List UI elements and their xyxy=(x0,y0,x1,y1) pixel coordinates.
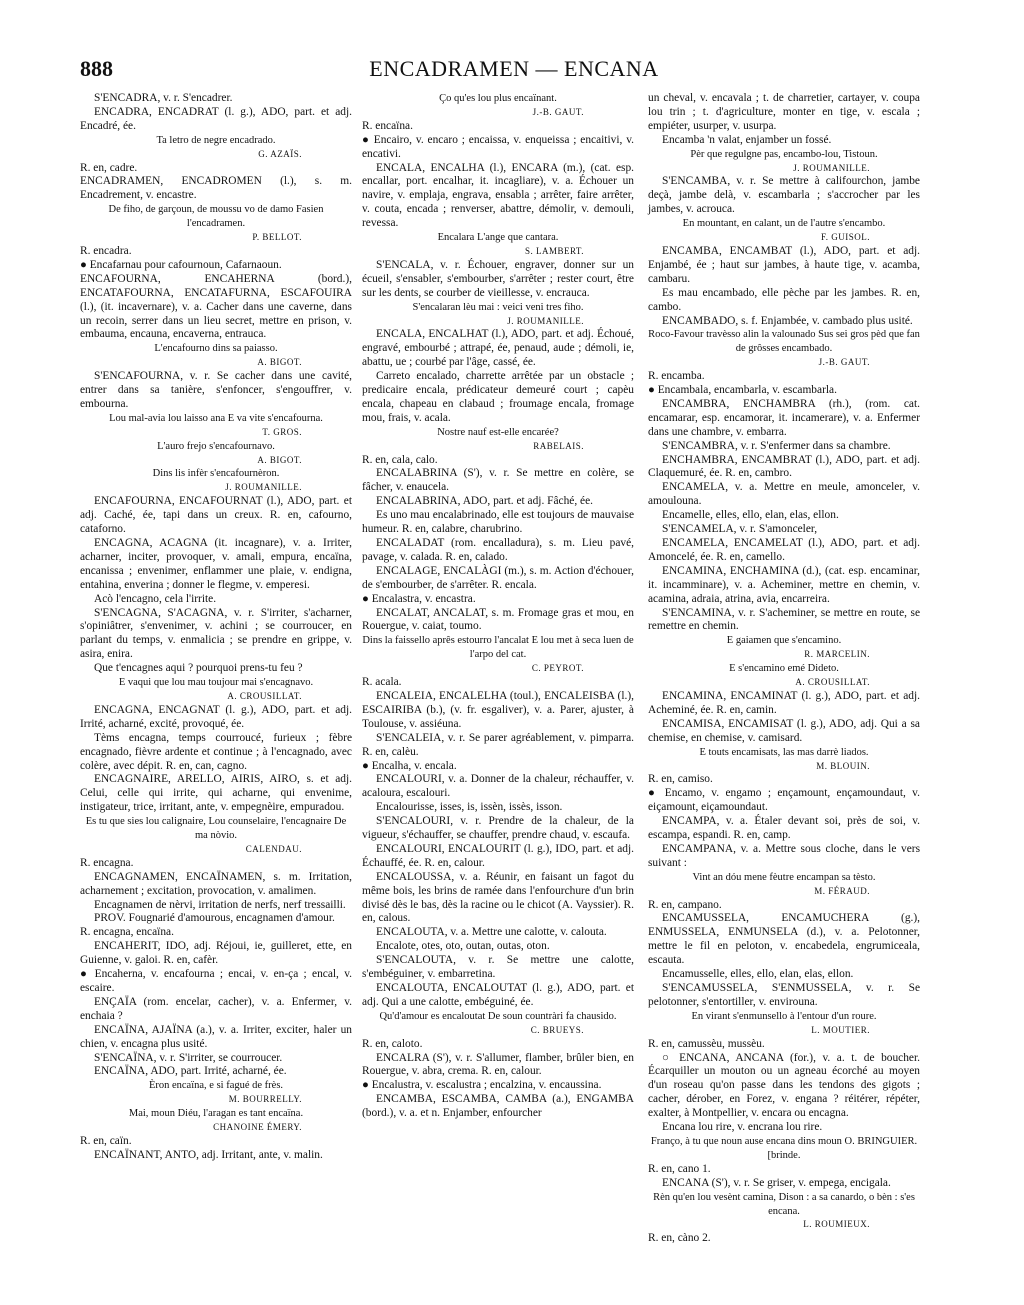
dictionary-entry: Encamelle, elles, ello, elan, elas, ellon. xyxy=(662,509,839,522)
dictionary-entry: ENCALAT, ANCALAT, s. m. Fromage gras et mou, en Rouergue, v. caiat, toumo. xyxy=(362,606,634,633)
dictionary-entry: Carreto encalado, charrette arrêtée par un obstacle ; predicaire encala, prédicateur demeuré court ; capèu encala, chapeau en clabaud ; froumage encala, fromage mou, frais, v. acala. xyxy=(362,370,634,424)
dictionary-entry: ENCAÏNA, AJAÏNA (a.), v. a. Irriter, exciter, haler un chien, v. encagna plus usité. xyxy=(80,1023,352,1050)
quote-author: F. GUISOL. xyxy=(820,232,870,243)
dictionary-entry: S'ENCALOUTA, v. r. Se mettre une calotte, s'embéguiner, v. embarretina. xyxy=(362,954,634,981)
dictionary-entry: ● Encaherna, v. encafourna ; encai, v. en-ça ; encal, v. escaire. xyxy=(80,968,352,994)
dictionary-entry: R. en, camussèu, mussèu. xyxy=(648,1037,765,1050)
quote-author: J.-B. GAUT. xyxy=(532,106,584,117)
quotation: Lou mal-avia lou laisso ana E va vite s'encafourna. xyxy=(109,412,323,424)
dictionary-entry: ENCAGNAIRE, ARELLO, AIRIS, AIRO, s. et adj. Celui, celle qui irrite, qui acharne, qui envenime, instigateur, trice, irritant, ante, v. empegnèire, empuradou. xyxy=(80,773,352,814)
dictionary-entry: ENCALOUTA, v. a. Mettre une calotte, v. calouta. xyxy=(376,926,607,939)
page-header xyxy=(80,56,948,86)
dictionary-entry: ENCAHERIT, IDO, adj. Réjoui, ie, guilleret, ette, en Guienne, v. galoi. R. en, cafèr. xyxy=(80,940,352,967)
dictionary-entry: ENCAFOURNA, ENCAHERNA (bord.), ENCATAFOURNA, ENCATAFURNA, ESCAFOUIRA (l.), (it. incavernare), v. a. Cacher dans une caverne, dans un recoin, serrer dans un lieu secret, mettre en prison, v. embauma, encauna, encaverna, entrauca. xyxy=(80,272,352,341)
quotation: Vint an dóu mene fèutre encampan sa tèsto. xyxy=(692,871,876,883)
dictionary-entry: Que t'encagnes aqui ? pourquoi prens-tu feu ? xyxy=(94,662,303,675)
dictionary-entry: ENCAMELA, v. a. Mettre en meule, amonceler, v. amoulouna. xyxy=(648,481,920,508)
dictionary-entry: S'ENCAMINA, v. r. S'acheminer, se mettre en route, se remettre en chemin. xyxy=(648,606,920,633)
dictionary-entry: ENCAFOURNA, ENCAFOURNAT (l.), ADO, part. et adj. Caché, ée, tapi dans un creux. R. en, cafourno, cataforno. xyxy=(80,495,352,536)
quote-author: G. AZAÏS. xyxy=(258,148,302,159)
dictionary-entry: R. acala. xyxy=(362,676,402,689)
dictionary-entry: ENCALA, ENCALHAT (l.), ADO, part. et adj. Échoué, engravé, embourbé ; attrapé, ée, penaud, aude ; démoli, ie, abattu, ue ; courbé par l'âge, cassé, ée. xyxy=(362,328,634,369)
dictionary-entry: ENCANA (S'), v. r. Se griser, v. empega, encigala. xyxy=(662,1176,891,1189)
dictionary-entry: ENCALOUTA, ENCALOUTAT (l. g.), ADO, part. et adj. Qui a une calotte, embéguiné, ée. xyxy=(362,982,634,1008)
dictionary-entry: ● Encamo, v. engamo ; ençamount, ençamoundaut, v. eiçamount, eiçamoundaut. xyxy=(648,787,920,814)
quote-author: C. BRUEYS. xyxy=(530,1024,584,1035)
column-left xyxy=(80,92,352,1163)
quote-author: R. MARCELIN. xyxy=(804,649,870,660)
dictionary-entry: ENCALABRINA, ADO, part. et adj. Fâché, ée. xyxy=(376,495,594,508)
dictionary-entry: ● Encambala, encambarla, v. escambarla. xyxy=(648,384,837,397)
dictionary-entry: R. en, caïn. xyxy=(80,1134,132,1147)
quote-author: M. FÉRAUD. xyxy=(814,885,870,896)
quotation: E gaiamen que s'encamino. xyxy=(726,635,842,647)
dictionary-entry: Es mau encambado, elle pèche par les jambes. R. en, cambo. xyxy=(648,286,920,313)
quote-author: RABELAIS. xyxy=(533,440,584,451)
dictionary-entry: ENCAGNA, ENCAGNAT (l. g.), ADO, part. et adj. Irrité, acharné, excité, provoqué, ée. xyxy=(80,703,352,730)
dictionary-entry: Encalourisse, isses, is, issèn, issès, isson. xyxy=(376,801,563,814)
dictionary-entry: un cheval, v. encavala ; t. de charretier, cartayer, v. coupa lou trin ; t. d'agriculture, monter en tige, v. escala ; empiéter, usurper, v. usurpa. xyxy=(648,92,920,132)
dictionary-entry: ENCAGNAMEN, ENCAÏNAMEN, s. m. Irritation, acharnement ; excitation, provocation, v. amalimen. xyxy=(80,870,352,897)
quotation: E vaqui que lou mau toujour mai s'encagnavo. xyxy=(118,677,314,689)
column-middle xyxy=(362,92,634,1121)
quotation: Nostre nauf est-elle encarée? xyxy=(437,426,559,438)
quote-author: A. CROUSILLAT. xyxy=(795,677,870,688)
dictionary-entry: ENCADRA, ENCADRAT (l. g.), ADO, part. et adj. Encadré, ée. xyxy=(80,105,352,132)
dictionary-entry: S'ENCAFOURNA, v. r. Se cacher dans une cavité, entrer dans sa tanière, s'enfoncer, s'engouffrer, v. embourna. xyxy=(80,370,352,410)
dictionary-entry: ○ ENCANA, ANCANA (for.), v. a. t. de boucher. Écarquiller un mouton ou un agneau écorché au moyen d'un roseau qu'on passe dans les tendons des gigots ; cacher, dérober, en Forez, v. engana ? réitérer, répéter, exalter, à Montpellier, v. encara ou encagna. xyxy=(648,1051,920,1120)
dictionary-entry: ENCALABRINA (S'), v. r. Se mettre en colère, se fâcher, v. enaucela. xyxy=(362,467,634,494)
dictionary-entry: S'ENCALA, v. r. Échouer, engraver, donner sur un écueil, s'ensabler, s'embourber, s'arrêter ; rester court, être sur les dents, se courber de vieillesse, v. encrauca. xyxy=(362,258,634,299)
dictionary-entry: ENCAMINA, ENCHAMINA (d.), (cat. esp. encaminar, it. incamminare), v. a. Acheminer, mettre en chemin, v. acamina, adraia, atrina, avia, encarreira. xyxy=(648,564,920,605)
dictionary-entry: Encana lou rire, v. encrana lou rire. xyxy=(662,1121,823,1134)
dictionary-entry: Es uno mau encalabrinado, elle est toujours de mauvaise humeur. R. en, calabre, charubrino. xyxy=(362,509,634,536)
quote-author: A. CROUSILLAT. xyxy=(227,690,302,701)
dictionary-entry: R. encaïna. xyxy=(362,119,413,132)
quote-author: A. BIGOT. xyxy=(257,454,302,465)
quote-author: T. GROS. xyxy=(262,426,302,437)
dictionary-entry: R. en, caloto. xyxy=(362,1037,423,1050)
dictionary-entry: S'ENCAMBRA, v. r. S'enfermer dans sa chambre. xyxy=(662,439,891,452)
dictionary-entry: S'ENCAÏNA, v. r. S'irriter, se courroucer. xyxy=(94,1051,283,1064)
quotation: Encalara L'ange que cantara. xyxy=(437,232,559,244)
dictionary-entry: ENCAÏNA, ADO, part. Irrité, acharné, ée. xyxy=(94,1065,287,1078)
quote-author: J. ROUMANILLE. xyxy=(793,162,870,173)
quotation: Èron encaïna, e si fagué de frès. xyxy=(148,1080,284,1092)
dictionary-entry: S'ENCAMELA, v. r. S'amonceler, xyxy=(662,523,818,536)
dictionary-entry: ENCALA, ENCALHA (l.), ENCARA (m.), (cat. esp. encallar, port. encalhar, it. incagliare), v. a. Échouer un navire, v. emplaja, engrava, ensabla ; arrêter, faire arrêter, v. couta, encada ; renverser, abattre, démolir, v. demouli, revessa. xyxy=(362,161,634,230)
dictionary-entry: S'ENCALOURI, v. r. Prendre de la chaleur, de la vigueur, s'échauffer, se chauffer, prendre chaud, v. escaufa. xyxy=(362,815,634,842)
dictionary-entry: S'ENCALEIA, v. r. Se parer agréablement, v. pimparra. R. en, calèu. xyxy=(362,731,634,758)
dictionary-entry: Encamba 'n valat, enjamber un fossé. xyxy=(662,133,832,146)
dictionary-entry: R. en, camiso. xyxy=(648,773,713,786)
dictionary-entry: ENCAMINA, ENCAMINAT (l. g.), ADO, part. et adj. Acheminé, ée. R. en, camin. xyxy=(648,689,920,716)
dictionary-entry: ENCAGNA, ACAGNA (it. incagnare), v. a. Irriter, acharner, inciter, provoquer, v. amali, empura, encaïna, encanissa ; envenimer, enflammer une plaie, v. endigna, entahina, enverina ; donner le flegme, v. emperesi. xyxy=(80,537,352,591)
dictionary-entry: ENCAMBA, ENCAMBAT (l.), ADO, part. et adj. Enjambé, ée ; haut sur jambes, à haute tige, v. acamba, cambaru. xyxy=(648,244,920,285)
quotation: L'auro frejo s'encafournavo. xyxy=(157,440,275,452)
dictionary-entry: ● Encafarnau pour cafournoun, Cafarnaoun. xyxy=(80,258,282,271)
quotation: Pèr que regulgne pas, encambo-lou, Tistoun. xyxy=(690,148,878,160)
quote-author: L. MOUTIER. xyxy=(811,1024,870,1035)
quotation: S'encalaran lèu mai : veici veni tres fiho. xyxy=(412,301,584,313)
quote-author: M. BLOUIN. xyxy=(816,760,870,771)
dictionary-entry: ENCAMELA, ENCAMELAT (l.), ADO, part. et adj. Amoncelé, ée. R. en, camello. xyxy=(648,537,920,563)
dictionary-entry: ● Encairo, v. encaro ; encaissa, v. enqueissa ; encaitivi, v. encativi. xyxy=(362,133,634,160)
dictionary-entry: PROV. Fougnarié d'amourous, encagnamen d'amour. xyxy=(94,912,335,925)
dictionary-entry: S'ENCAMBA, v. r. Se mettre à califourchon, jambe deçà, jambe delà, v. escambarla ; s'accrocher par les jambes, v. acrouca. xyxy=(648,175,920,216)
dictionary-entry: ENCALRA (S'), v. r. S'allumer, flamber, brûler bien, en Rouergue, v. abra, crema. R. en, calour. xyxy=(362,1051,634,1078)
dictionary-entry: ENCALOUSSA, v. a. Réunir, en faisant un fagot du même bois, les brins de ramée dans l'enfourchure d'un brin divisé dès le bas, dès la racine ou le chicot (A. Vayssier). R. en, calous. xyxy=(362,870,634,925)
quote-author: CALENDAU. xyxy=(245,843,302,854)
dictionary-entry: R. en, campano. xyxy=(648,898,722,911)
quotation: E touts encamisats, las mas darrè liados. xyxy=(699,746,869,758)
quotation: Roco-Favour travèsso alin la valounado Sus sei gros pèd que fan de grôsses encambado. xyxy=(648,329,920,355)
quotation: Mai, moun Diéu, l'aragan es tant encaïna. xyxy=(128,1108,304,1120)
dictionary-entry: R. en, càno 2. xyxy=(648,1232,711,1245)
dictionary-entry: ENCAMISA, ENCAMISAT (l. g.), ADO, adj. Qui a sa chemise, en chemise, v. camisard. xyxy=(648,717,920,744)
dictionary-entry: ENCALOURI, v. a. Donner de la chaleur, réchauffer, v. acaloura, escalouri. xyxy=(362,773,634,800)
quotation: En mountant, en calant, un de l'autre s'encambo. xyxy=(682,218,886,230)
dictionary-entry: Tèms encagna, temps courroucé, furieux ; fèbre encagnado, fièvre ardente et continue ; à l'encagnado, avec colère, avec dépit. R. en, can, cagno. xyxy=(80,731,352,772)
quote-author: P. BELLOT. xyxy=(252,232,302,243)
page-number: 888 xyxy=(80,56,113,81)
quotation: Ta letro de negre encadrado. xyxy=(156,134,276,146)
dictionary-entry: ENCAÏNANT, ANTO, adj. Irritant, ante, v. malin. xyxy=(94,1148,323,1161)
quotation: Es tu que sies lou calignaire, Lou counselaire, l'encagnaire De ma nòvio. xyxy=(85,816,347,842)
dictionary-entry: R. en, cano 1. xyxy=(648,1162,711,1175)
quote-author: S. LAMBERT. xyxy=(524,245,584,256)
quote-author: J. ROUMANILLE. xyxy=(507,315,584,326)
dictionary-entry: Acò l'encagno, cela l'irrite. xyxy=(94,592,217,605)
quote-author: J.-B. GAUT. xyxy=(818,357,870,368)
dictionary-entry: R. encadra. xyxy=(80,244,132,257)
dictionary-entry: S'ENCAGNA, S'ACAGNA, v. r. S'irriter, s'acharner, s'opiniâtrer, s'envenimer, v. achini ; se courroucer, en parlant du temps, v. enmalicia ; se prendre en grippe, v. asira, enira. xyxy=(80,606,352,661)
dictionary-entry: S'ENCAMUSSELA, S'ENMUSSELA, v. r. Se pelotonner, s'entortiller, v. envirouna. xyxy=(648,982,920,1008)
quote-author: C. PEYROT. xyxy=(531,663,584,674)
dictionary-entry: ENCALOURI, ENCALOURIT (l. g.), IDO, part. et adj. Échauffé, ée. R. en, calour. xyxy=(362,842,634,869)
quote-author: L. ROUMIEUX. xyxy=(803,1219,870,1230)
dictionary-entry: Encalote, otes, oto, outan, outas, oton. xyxy=(376,940,550,953)
quotation: Rèn qu'en lou vesènt camina, Dison : a sa canardo, o bèn : s'es encana. xyxy=(653,1191,915,1217)
quotation: E s'encamino emé Dideto. xyxy=(729,663,839,675)
dictionary-entry: ENCAMUSSELA, ENCAMUCHERA (g.), ENMUSSELA, ENMUNSELA (d.), v. a. Pelotonner, mettre le fil en peloton, v. encabedela, engrumiceala, escauta. xyxy=(648,912,920,967)
dictionary-entry: ● Encalustra, v. escalustra ; encalzina, v. encaussina. xyxy=(362,1079,602,1092)
quotation: L'encafourno dins sa paiasso. xyxy=(154,343,278,355)
dictionary-entry: Encamusselle, elles, ello, elan, elas, ellon. xyxy=(662,968,854,981)
running-title: ENCADRAMEN — ENCANA xyxy=(369,56,659,81)
dictionary-entry: R. encagna. xyxy=(80,856,134,869)
quotation: Dins la faissello aprês estourro l'ancalat E lou met à seca luen de l'arpo del cat. xyxy=(362,635,634,661)
dictionary-entry: ENÇAÏA (rom. encelar, cacher), v. a. Enfermer, v. enchaia ? xyxy=(80,995,352,1022)
dictionary-entry: R. en, cala, calo. xyxy=(362,453,438,466)
dictionary-entry: S'ENCADRA, v. r. S'encadrer. xyxy=(94,92,233,104)
dictionary-entry: R. encamba. xyxy=(648,370,705,383)
dictionary-entry: ENCAMBADO, s. f. Enjambée, v. cambado plus usité. xyxy=(662,314,913,327)
dictionary-entry: ENCHAMBRA, ENCAMBRAT (l.), ADO, part. et adj. Claquemuré, ée. R. en, cambro. xyxy=(648,453,920,480)
dictionary-entry: ENCAMBRA, ENCHAMBRA (rh.), (rom. cat. encamarar, esp. encamorar, it. incamerare), v. a. Enfermer dans une chambre, v. embarra. xyxy=(648,397,920,438)
quote-author: M. BOURRELLY. xyxy=(228,1094,302,1105)
quotation: Qu'd'amour es encaloutat De soun countràri fa chausido. xyxy=(379,1010,617,1022)
quote-author: J. ROUMANILLE. xyxy=(225,482,302,493)
dictionary-entry: ENCADRAMEN, ENCADROMEN (l.), s. m. Encadrement, v. encastre. xyxy=(80,175,352,202)
quotation: De fiho, de garçoun, de moussu vo de damo Fasien l'encadramen. xyxy=(108,204,324,230)
quotation: Ço qu'es lou plus encaïnant. xyxy=(439,93,557,104)
quote-author: CHANOINE ÉMERY. xyxy=(213,1122,302,1133)
dictionary-entry: ● Encalastra, v. encastra. xyxy=(362,592,476,605)
dictionary-entry: ● Encalha, v. encala. xyxy=(362,759,457,772)
dictionary-entry: ENCAMPANA, v. a. Mettre sous cloche, dans le vers suivant : xyxy=(648,842,920,869)
dictionary-entry: ENCALADAT (rom. encalladura), s. m. Lieu pavé, pavage, v. calada. R. en, calado. xyxy=(362,537,634,563)
quotation: Franço, à tu que noun ause encana dins moun O. BRINGUIER. [brinde. xyxy=(650,1135,918,1161)
dictionary-entry: ENCAMBA, ESCAMBA, CAMBA (a.), ENGAMBA (bord.), v. a. et n. Enjamber, enfourcher xyxy=(362,1093,634,1120)
dictionary-entry: R. encagna, encaïna. xyxy=(80,926,174,939)
dictionary-entry: R. en, cadre. xyxy=(80,161,138,174)
quotation: Dins lis infèr s'encafournèron. xyxy=(152,468,280,480)
dictionary-entry: Encagnamen de nèrvi, irritation de nerfs, nerf tressailli. xyxy=(94,898,346,911)
quotation: En virant s'enmunsello à l'entour d'un roure. xyxy=(691,1010,877,1022)
quote-author: A. BIGOT. xyxy=(257,357,302,368)
dictionary-entry: ENCALEIA, ENCALELHA (toul.), ENCALEISBA (l.), ESCAIRIBA (b.), (v. fr. esgaliver), v. a. Parer, ajuster, à Toulouse, v. assiéuna. xyxy=(362,689,634,730)
column-right xyxy=(648,92,920,1246)
dictionary-entry: ENCALAGE, ENCALÀGI (m.), s. m. Action d'échouer, de s'embourber, de s'arrêter. R. encala. xyxy=(362,564,634,591)
dictionary-entry: ENCAMPA, v. a. Étaler devant soi, près de soi, v. escampa, espandi. R. en, camp. xyxy=(648,815,920,842)
